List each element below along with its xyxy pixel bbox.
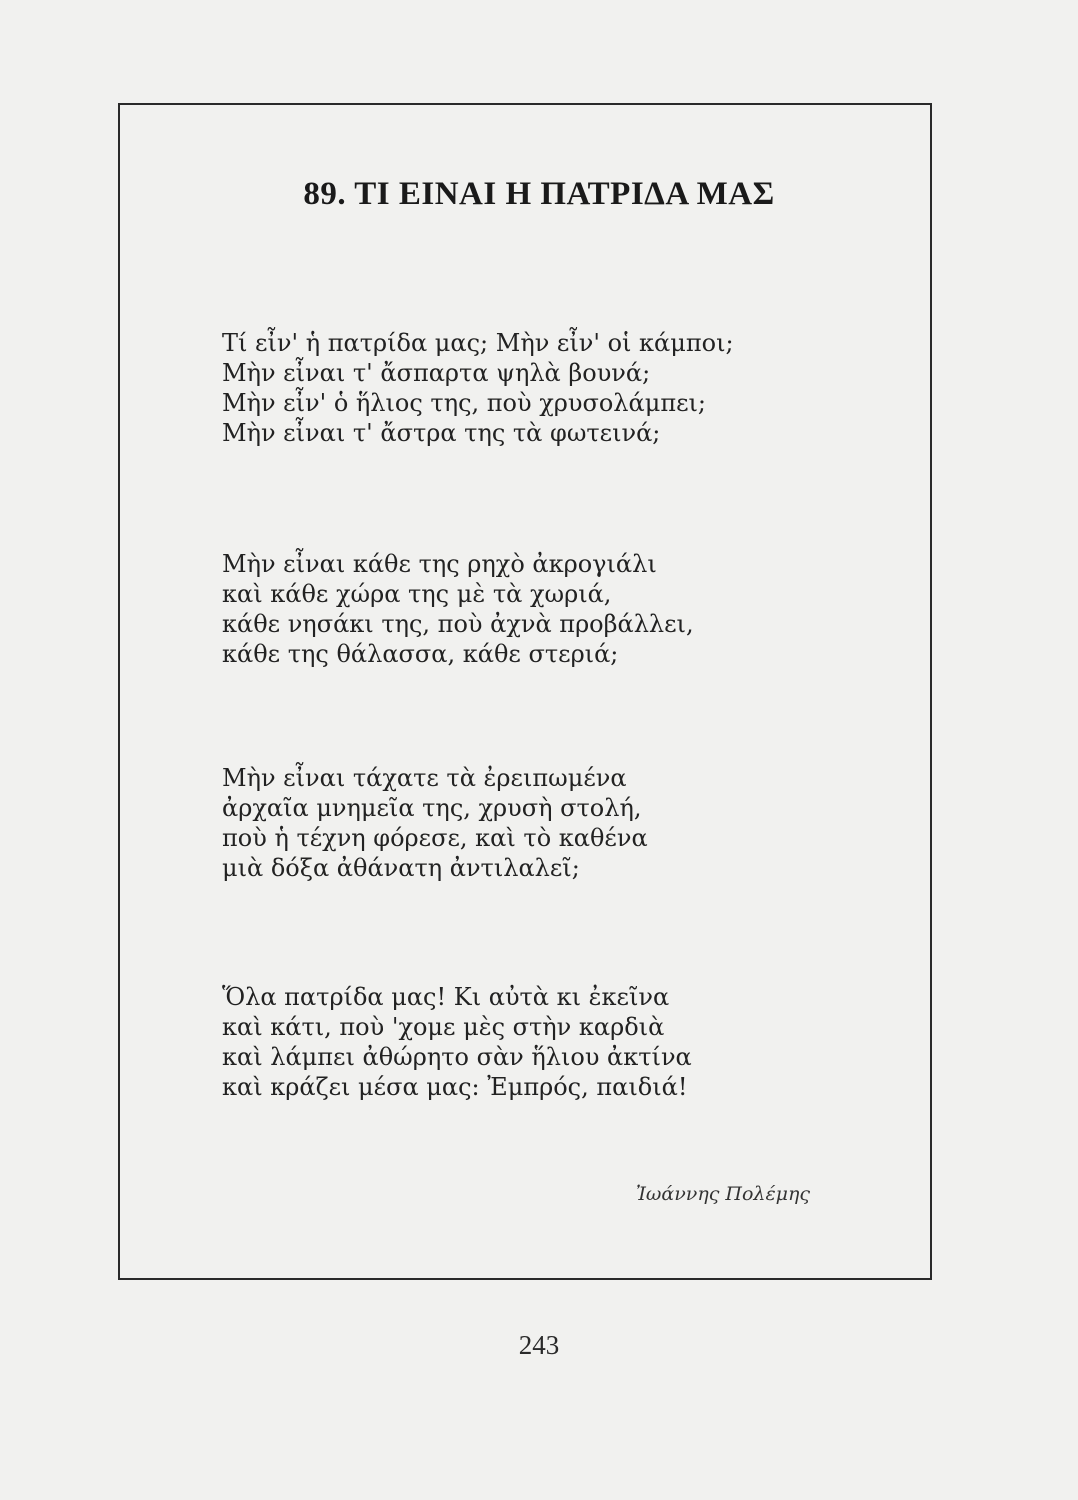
poem-line: καὶ κάθε χώρα της μὲ τὰ χωριά, bbox=[222, 580, 612, 608]
poem-line: κάθε της θάλασσα, κάθε στεριά; bbox=[222, 640, 619, 668]
poem-line: Μὴν εἶναι τάχατε τὰ ἐρειπωμένα bbox=[222, 764, 627, 792]
poem-line: Μὴν εἶναι κάθε της ρηχὸ ἀκρογιάλι bbox=[222, 550, 657, 578]
stanza-4 bbox=[222, 982, 692, 1102]
stanza-2 bbox=[222, 549, 694, 669]
stanza-3 bbox=[222, 763, 648, 883]
poem-line: Μὴν εἶναι τ' ἄστρα της τὰ φωτεινά; bbox=[222, 419, 661, 447]
page-number: 243 bbox=[518, 1330, 560, 1360]
poem-line: καὶ λάμπει ἀθώρητο σὰν ἥλιου ἀκτίνα bbox=[222, 1043, 692, 1071]
poem-line: καὶ κράζει μέσα μας: Ἐμπρός, παιδιά! bbox=[222, 1073, 688, 1101]
stanza-1 bbox=[222, 328, 734, 448]
poem-line: κάθε νησάκι της, ποὺ ἀχνὰ προβάλλει, bbox=[222, 610, 694, 638]
poem-author: Ἰωάννης Πολέμης bbox=[636, 1183, 811, 1205]
poem-line: Μὴν εἶναι τ' ἄσπαρτα ψηλὰ βουνά; bbox=[222, 359, 651, 387]
poem-line: Τί εἶν' ἡ πατρίδα μας; Μὴν εἶν' οἱ κάμποι; bbox=[222, 329, 734, 357]
poem-line: Ὅλα πατρίδα μας! Κι αὐτὰ κι ἐκεῖνα bbox=[222, 983, 670, 1011]
poem-title: 89. ΤΙ ΕΙΝΑΙ Η ΠΑΤΡΙΔΑ ΜΑΣ bbox=[303, 176, 775, 212]
poem-line: μιὰ δόξα ἀθάνατη ἀντιλαλεῖ; bbox=[222, 854, 580, 882]
poem-line: ποὺ ἡ τέχνη φόρεσε, καὶ τὸ καθένα bbox=[222, 824, 648, 852]
poem-line: ἀρχαῖα μνημεῖα της, χρυσὴ στολή, bbox=[222, 794, 642, 822]
page-frame bbox=[118, 103, 932, 1280]
poem-line: καὶ κάτι, ποὺ 'χομε μὲς στὴν καρδιὰ bbox=[222, 1013, 665, 1041]
poem-line: Μὴν εἶν' ὁ ἥλιος της, ποὺ χρυσολάμπει; bbox=[222, 389, 707, 417]
